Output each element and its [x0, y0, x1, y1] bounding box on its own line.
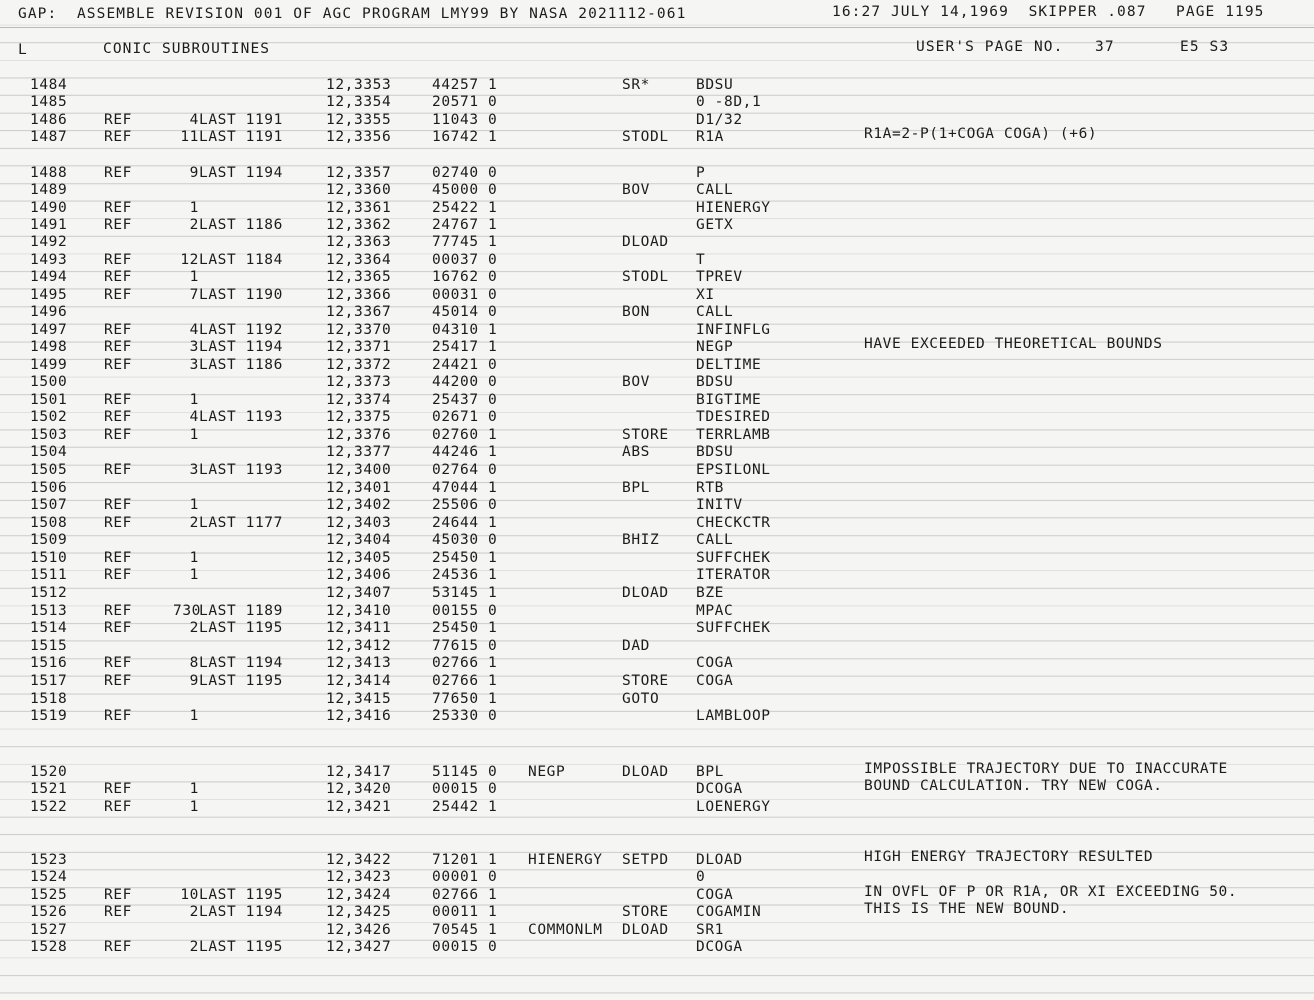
operand: P	[696, 165, 706, 181]
octal-word: 02766 1	[432, 887, 498, 903]
line-number: 1506	[30, 480, 68, 496]
octal-word: 00155 0	[432, 603, 498, 619]
octal-word: 71201 1	[432, 852, 498, 868]
line-number: 1487	[30, 129, 68, 145]
ref-keyword: REF	[104, 112, 132, 128]
address: 12,3362	[326, 217, 392, 233]
ref-count: 1	[189, 781, 199, 797]
address: 12,3367	[326, 304, 392, 320]
ref-count: 8	[189, 655, 199, 671]
octal-word: 77745 1	[432, 234, 498, 250]
ref-count: 2	[189, 904, 199, 920]
ref-keyword: REF	[104, 550, 132, 566]
ref-keyword: REF	[104, 497, 132, 513]
ref-keyword: REF	[104, 708, 132, 724]
address: 12,3354	[326, 94, 392, 110]
opcode: STORE	[622, 673, 669, 689]
last-reference: LAST 1193	[199, 462, 283, 478]
address: 12,3363	[326, 234, 392, 250]
ref-count: 4	[189, 112, 199, 128]
ref-count: 1	[189, 392, 199, 408]
operand: INITV	[696, 497, 743, 513]
ref-count: 9	[189, 165, 199, 181]
ref-keyword: REF	[104, 129, 132, 145]
octal-word: 02766 1	[432, 673, 498, 689]
operand: MPAC	[696, 603, 734, 619]
operand: BIGTIME	[696, 392, 762, 408]
operand: LAMBLOOP	[696, 708, 771, 724]
octal-word: 24644 1	[432, 515, 498, 531]
operand: ITERATOR	[696, 567, 771, 583]
operand: CALL	[696, 182, 734, 198]
line-number: 1497	[30, 322, 68, 338]
opcode: BHIZ	[622, 532, 660, 548]
ref-keyword: REF	[104, 620, 132, 636]
octal-word: 16762 0	[432, 269, 498, 285]
address: 12,3365	[326, 269, 392, 285]
address: 12,3417	[326, 764, 392, 780]
opcode: STODL	[622, 129, 669, 145]
octal-word: 25417 1	[432, 339, 498, 355]
line-number: 1516	[30, 655, 68, 671]
last-reference: LAST 1194	[199, 339, 283, 355]
comment: R1A=2-P(1+COGA COGA) (+6)	[864, 126, 1098, 142]
opcode: DAD	[622, 638, 650, 654]
opcode: STORE	[622, 904, 669, 920]
operand: CHECKCTR	[696, 515, 771, 531]
comment: HIGH ENERGY TRAJECTORY RESULTED	[864, 849, 1154, 865]
operand: TERRLAMB	[696, 427, 771, 443]
address: 12,3413	[326, 655, 392, 671]
symbol-label: HIENERGY	[528, 852, 603, 868]
address: 12,3376	[326, 427, 392, 443]
address: 12,3425	[326, 904, 392, 920]
ref-keyword: REF	[104, 799, 132, 815]
opcode: ABS	[622, 444, 650, 460]
line-number: 1486	[30, 112, 68, 128]
octal-word: 25422 1	[432, 200, 498, 216]
line-number: 1519	[30, 708, 68, 724]
ref-keyword: REF	[104, 673, 132, 689]
octal-word: 77615 0	[432, 638, 498, 654]
address: 12,3373	[326, 374, 392, 390]
octal-word: 44200 0	[432, 374, 498, 390]
line-number: 1493	[30, 252, 68, 268]
operand: BDSU	[696, 374, 734, 390]
ref-keyword: REF	[104, 904, 132, 920]
octal-word: 00011 1	[432, 904, 498, 920]
ref-count: 2	[189, 620, 199, 636]
operand: DLOAD	[696, 852, 743, 868]
line-number: 1514	[30, 620, 68, 636]
octal-word: 16742 1	[432, 129, 498, 145]
ref-count: 7	[189, 287, 199, 303]
address: 12,3360	[326, 182, 392, 198]
octal-word: 25437 0	[432, 392, 498, 408]
octal-word: 25450 1	[432, 550, 498, 566]
operand: CALL	[696, 304, 734, 320]
date-page-header: 16:27 JULY 14,1969 SKIPPER .087 PAGE 1195	[832, 4, 1265, 20]
octal-word: 00015 0	[432, 939, 498, 955]
opcode: SETPD	[622, 852, 669, 868]
ref-count: 3	[189, 357, 199, 373]
comment: IN OVFL OF P OR R1A, OR XI EXCEEDING 50.	[864, 884, 1238, 900]
ref-count: 1	[189, 269, 199, 285]
line-number: 1489	[30, 182, 68, 198]
address: 12,3424	[326, 887, 392, 903]
line-number: 1488	[30, 165, 68, 181]
address: 12,3401	[326, 480, 392, 496]
address: 12,3420	[326, 781, 392, 797]
symbol-label: COMMONLM	[528, 922, 603, 938]
operand: BZE	[696, 585, 724, 601]
address: 12,3400	[326, 462, 392, 478]
octal-word: 45000 0	[432, 182, 498, 198]
last-reference: LAST 1194	[199, 165, 283, 181]
address: 12,3374	[326, 392, 392, 408]
opcode: DLOAD	[622, 234, 669, 250]
ref-count: 1	[189, 799, 199, 815]
assembly-header: GAP: ASSEMBLE REVISION 001 OF AGC PROGRAM LMY99 BY NASA 2021112-061	[18, 6, 687, 22]
address: 12,3402	[326, 497, 392, 513]
line-number: 1492	[30, 234, 68, 250]
last-reference: LAST 1192	[199, 322, 283, 338]
line-number: 1523	[30, 852, 68, 868]
ref-keyword: REF	[104, 655, 132, 671]
line-number: 1495	[30, 287, 68, 303]
line-number: 1525	[30, 887, 68, 903]
octal-word: 00037 0	[432, 252, 498, 268]
last-reference: LAST 1195	[199, 673, 283, 689]
address: 12,3415	[326, 691, 392, 707]
octal-word: 02766 1	[432, 655, 498, 671]
ref-count: 11	[180, 129, 199, 145]
octal-word: 25506 0	[432, 497, 498, 513]
ref-keyword: REF	[104, 200, 132, 216]
ref-count: 4	[189, 409, 199, 425]
ref-count: 3	[189, 462, 199, 478]
operand: EPSILONL	[696, 462, 771, 478]
last-reference: LAST 1186	[199, 217, 283, 233]
ref-keyword: REF	[104, 939, 132, 955]
address: 12,3361	[326, 200, 392, 216]
octal-word: 02671 0	[432, 409, 498, 425]
section-title: CONIC SUBROUTINES	[103, 41, 271, 57]
opcode: STORE	[622, 427, 669, 443]
ref-count: 1	[189, 427, 199, 443]
octal-word: 70545 1	[432, 922, 498, 938]
address: 12,3357	[326, 165, 392, 181]
line-number: 1512	[30, 585, 68, 601]
address: 12,3404	[326, 532, 392, 548]
octal-word: 25442 1	[432, 799, 498, 815]
comment: THIS IS THE NEW BOUND.	[864, 901, 1070, 917]
ref-keyword: REF	[104, 887, 132, 903]
octal-word: 44257 1	[432, 77, 498, 93]
octal-word: 11043 0	[432, 112, 498, 128]
ref-count: 1	[189, 567, 199, 583]
octal-word: 04310 1	[432, 322, 498, 338]
operand: 0	[696, 869, 706, 885]
operand: TPREV	[696, 269, 743, 285]
ref-count: 9	[189, 673, 199, 689]
address: 12,3407	[326, 585, 392, 601]
line-number: 1496	[30, 304, 68, 320]
line-number: 1500	[30, 374, 68, 390]
octal-word: 00015 0	[432, 781, 498, 797]
line-number: 1501	[30, 392, 68, 408]
operand: DCOGA	[696, 939, 743, 955]
line-number: 1491	[30, 217, 68, 233]
line-number: 1518	[30, 691, 68, 707]
last-reference: LAST 1184	[199, 252, 283, 268]
address: 12,3353	[326, 77, 392, 93]
line-number: 1520	[30, 764, 68, 780]
octal-word: 45014 0	[432, 304, 498, 320]
operand: DELTIME	[696, 357, 762, 373]
last-reference: LAST 1195	[199, 620, 283, 636]
operand: COGAMIN	[696, 904, 762, 920]
address: 12,3375	[326, 409, 392, 425]
operand: HIENERGY	[696, 200, 771, 216]
ref-count: 1	[189, 550, 199, 566]
operand: COGA	[696, 887, 734, 903]
ref-keyword: REF	[104, 252, 132, 268]
opcode: BOV	[622, 182, 650, 198]
ref-count: 1	[189, 497, 199, 513]
operand: RTB	[696, 480, 724, 496]
operand: BDSU	[696, 77, 734, 93]
ref-keyword: REF	[104, 269, 132, 285]
line-number: 1513	[30, 603, 68, 619]
address: 12,3356	[326, 129, 392, 145]
ref-keyword: REF	[104, 567, 132, 583]
last-reference: LAST 1191	[199, 112, 283, 128]
ref-keyword: REF	[104, 322, 132, 338]
opcode: SR*	[622, 77, 650, 93]
line-number: 1504	[30, 444, 68, 460]
line-number: 1502	[30, 409, 68, 425]
opcode: BON	[622, 304, 650, 320]
address: 12,3372	[326, 357, 392, 373]
address: 12,3364	[326, 252, 392, 268]
address: 12,3366	[326, 287, 392, 303]
ref-count: 2	[189, 939, 199, 955]
ref-keyword: REF	[104, 339, 132, 355]
address: 12,3412	[326, 638, 392, 654]
last-reference: LAST 1177	[199, 515, 283, 531]
address: 12,3416	[326, 708, 392, 724]
line-number: 1498	[30, 339, 68, 355]
line-number: 1527	[30, 922, 68, 938]
line-number: 1485	[30, 94, 68, 110]
ref-count: 1	[189, 708, 199, 724]
ref-count: 730	[173, 603, 201, 619]
ref-keyword: REF	[104, 409, 132, 425]
ref-count: 1	[189, 200, 199, 216]
section-code: E5 S3	[1180, 39, 1230, 55]
operand: COGA	[696, 673, 734, 689]
line-number: 1508	[30, 515, 68, 531]
line-number: 1522	[30, 799, 68, 815]
operand: BDSU	[696, 444, 734, 460]
ref-keyword: REF	[104, 603, 132, 619]
line-number: 1515	[30, 638, 68, 654]
line-number: 1511	[30, 567, 68, 583]
ref-count: 10	[180, 887, 199, 903]
last-reference: LAST 1195	[199, 887, 283, 903]
address: 12,3427	[326, 939, 392, 955]
comment: IMPOSSIBLE TRAJECTORY DUE TO INACCURATE	[864, 761, 1228, 777]
octal-word: 45030 0	[432, 532, 498, 548]
address: 12,3405	[326, 550, 392, 566]
last-reference: LAST 1190	[199, 287, 283, 303]
operand: LOENERGY	[696, 799, 771, 815]
ref-keyword: REF	[104, 427, 132, 443]
last-reference: LAST 1191	[199, 129, 283, 145]
line-number: 1509	[30, 532, 68, 548]
operand: COGA	[696, 655, 734, 671]
address: 12,3411	[326, 620, 392, 636]
octal-word: 02740 0	[432, 165, 498, 181]
octal-word: 47044 1	[432, 480, 498, 496]
ref-keyword: REF	[104, 217, 132, 233]
operand: INFINFLG	[696, 322, 771, 338]
operand: SUFFCHEK	[696, 620, 771, 636]
opcode: STODL	[622, 269, 669, 285]
operand: NEGP	[696, 339, 734, 355]
users-page-number: 37	[1095, 39, 1115, 55]
comment: HAVE EXCEEDED THEORETICAL BOUNDS	[864, 336, 1163, 352]
address: 12,3422	[326, 852, 392, 868]
octal-word: 44246 1	[432, 444, 498, 460]
opcode: DLOAD	[622, 764, 669, 780]
line-number: 1499	[30, 357, 68, 373]
line-number: 1490	[30, 200, 68, 216]
octal-word: 02760 1	[432, 427, 498, 443]
address: 12,3423	[326, 869, 392, 885]
users-page-label: USER'S PAGE NO.	[916, 39, 1064, 55]
operand: R1A	[696, 129, 724, 145]
ref-keyword: REF	[104, 357, 132, 373]
ref-keyword: REF	[104, 462, 132, 478]
octal-word: 25450 1	[432, 620, 498, 636]
operand: 0 -8D,1	[696, 94, 762, 110]
line-number: 1526	[30, 904, 68, 920]
octal-word: 77650 1	[432, 691, 498, 707]
octal-word: 25330 0	[432, 708, 498, 724]
opcode: BPL	[622, 480, 650, 496]
ref-count: 3	[189, 339, 199, 355]
last-reference: LAST 1189	[199, 603, 283, 619]
address: 12,3355	[326, 112, 392, 128]
ref-count: 12	[180, 252, 199, 268]
operand: CALL	[696, 532, 734, 548]
line-number: 1505	[30, 462, 68, 478]
ref-count: 2	[189, 217, 199, 233]
line-number: 1528	[30, 939, 68, 955]
opcode: DLOAD	[622, 585, 669, 601]
line-number: 1521	[30, 781, 68, 797]
ref-keyword: REF	[104, 515, 132, 531]
operand: TDESIRED	[696, 409, 771, 425]
opcode: DLOAD	[622, 922, 669, 938]
last-reference: LAST 1186	[199, 357, 283, 373]
octal-word: 24767 1	[432, 217, 498, 233]
operand: BPL	[696, 764, 724, 780]
line-number: 1507	[30, 497, 68, 513]
operand: DCOGA	[696, 781, 743, 797]
line-number: 1503	[30, 427, 68, 443]
address: 12,3426	[326, 922, 392, 938]
address: 12,3370	[326, 322, 392, 338]
operand: D1/32	[696, 112, 743, 128]
ref-count: 2	[189, 515, 199, 531]
address: 12,3371	[326, 339, 392, 355]
line-number: 1524	[30, 869, 68, 885]
operand: SUFFCHEK	[696, 550, 771, 566]
last-reference: LAST 1193	[199, 409, 283, 425]
address: 12,3421	[326, 799, 392, 815]
opcode: BOV	[622, 374, 650, 390]
last-reference: LAST 1194	[199, 655, 283, 671]
octal-word: 00031 0	[432, 287, 498, 303]
operand: XI	[696, 287, 715, 303]
comment: BOUND CALCULATION. TRY NEW COGA.	[864, 778, 1163, 794]
octal-word: 51145 0	[432, 764, 498, 780]
operand: GETX	[696, 217, 734, 233]
ref-keyword: REF	[104, 392, 132, 408]
ref-keyword: REF	[104, 781, 132, 797]
ref-keyword: REF	[104, 165, 132, 181]
line-number: 1494	[30, 269, 68, 285]
last-reference: LAST 1194	[199, 904, 283, 920]
header-rule	[0, 27, 1314, 28]
address: 12,3406	[326, 567, 392, 583]
address: 12,3377	[326, 444, 392, 460]
section-letter: L	[18, 42, 28, 58]
line-number: 1484	[30, 77, 68, 93]
operand: SR1	[696, 922, 724, 938]
ref-count: 4	[189, 322, 199, 338]
line-number: 1510	[30, 550, 68, 566]
symbol-label: NEGP	[528, 764, 566, 780]
octal-word: 00001 0	[432, 869, 498, 885]
operand: T	[696, 252, 706, 268]
address: 12,3410	[326, 603, 392, 619]
opcode: GOTO	[622, 691, 660, 707]
ref-keyword: REF	[104, 287, 132, 303]
last-reference: LAST 1195	[199, 939, 283, 955]
octal-word: 24421 0	[432, 357, 498, 373]
octal-word: 24536 1	[432, 567, 498, 583]
address: 12,3414	[326, 673, 392, 689]
line-number: 1517	[30, 673, 68, 689]
octal-word: 20571 0	[432, 94, 498, 110]
octal-word: 02764 0	[432, 462, 498, 478]
octal-word: 53145 1	[432, 585, 498, 601]
address: 12,3403	[326, 515, 392, 531]
